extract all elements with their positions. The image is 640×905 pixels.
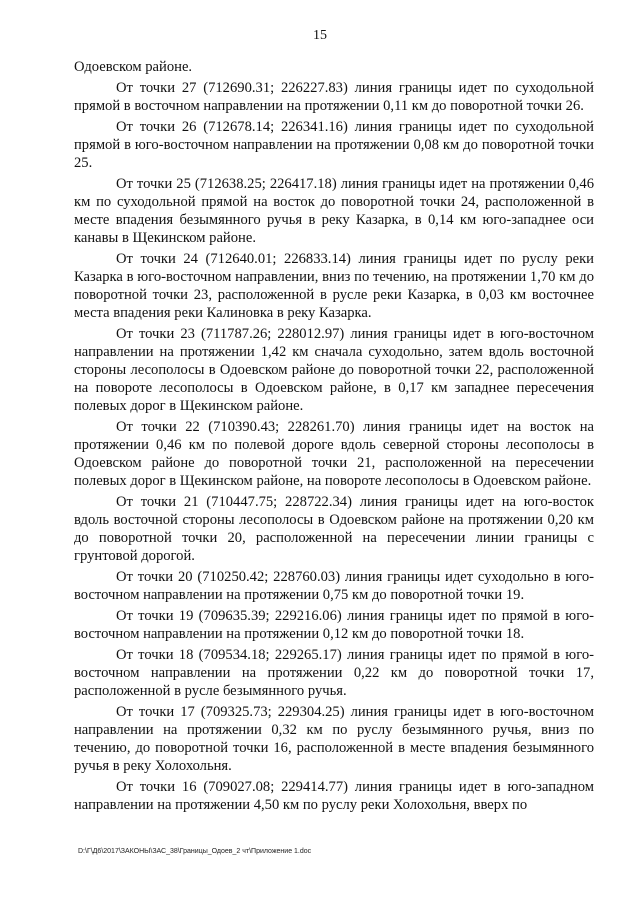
paragraph: От точки 25 (712638.25; 226417.18) линия границы идет на протяжении 0,46 км по суходольной прямой на восток до поворотной точки 24, расположенной в месте впадения безымянного ручья в реку Казарка, в 0,14 км юго-западнее оси канавы в Щекинском районе. — [74, 176, 594, 246]
paragraph: От точки 27 (712690.31; 226227.83) линия границы идет по суходольной прямой в восточном направлении на протяжении 0,11 км до поворотной точки 26. — [74, 80, 594, 114]
page-number: 15 — [313, 28, 327, 43]
paragraph: От точки 17 (709325.73; 229304.25) линия границы идет в юго-восточном направлении на протяжении 0,32 км по руслу безымянного ручья, вниз по течению, до поворотной точки 16, расположенной в месте впадения безымянного ручья в реку Холохольня. — [74, 704, 594, 774]
paragraph: От точки 21 (710447.75; 228722.34) линия границы идет на юго-восток вдоль восточной стороны лесополосы в Одоевском районе на протяжении 0,20 км до поворотной точки 20, расположенной на пересечении линии границы с грунтовой дорогой. — [74, 494, 594, 564]
paragraph: От точки 24 (712640.01; 226833.14) линия границы идет по руслу реки Казарка в юго-восточном направлении, вниз по течению, на протяжении 1,70 км до поворотной точки 23, расположенной в русле реки Казарка, в 0,03 км восточнее места впадения реки Калиновка в реку Казарка. — [74, 251, 594, 321]
paragraph: От точки 20 (710250.42; 228760.03) линия границы идет суходольно в юго-восточном направлении на протяжении 0,75 км до поворотной точки 19. — [74, 569, 594, 603]
paragraph: Одоевском районе. — [74, 59, 193, 75]
paragraph: От точки 22 (710390.43; 228261.70) линия границы идет на восток на протяжении 0,46 км по полевой дороге вдоль северной стороны лесополосы в Одоевском районе до поворотной точки 21, расположенной на пересечении полевых дорог в Щекинском районе, на повороте лесополосы в Одоевском районе. — [74, 419, 594, 489]
paragraph: От точки 26 (712678.14; 226341.16) линия границы идет по суходольной прямой в юго-восточном направлении на протяжении 0,08 км до поворотной точки 25. — [74, 119, 594, 171]
paragraph: От точки 18 (709534.18; 229265.17) линия границы идет по прямой в юго-восточном направлении на протяжении 0,22 км до поворотной точки 17, расположенной в русле безымянного ручья. — [74, 647, 594, 699]
paragraph: От точки 19 (709635.39; 229216.06) линия границы идет по прямой в юго-восточном направлении на протяжении 0,12 км до поворотной точки 18. — [74, 608, 594, 642]
paragraph: От точки 23 (711787.26; 228012.97) линия границы идет в юго-восточном направлении на протяжении 1,42 км сначала суходольно, затем вдоль восточной стороны лесополосы в Одоевском районе до поворотной точки 22, расположенной на повороте лесополосы в Одоевском районе, в 0,17 км западнее пересечения полевых дорог в Щекинском районе. — [74, 326, 594, 414]
document-body — [74, 58, 594, 817]
paragraph: От точки 16 (709027.08; 229414.77) линия границы идет в юго-западном направлении на протяжении 4,50 км по руслу реки Холохольня, вверх по — [74, 779, 594, 813]
file-path-footer: D:\Г\Д6\2017\ЗАКОНЫ\ЗАС_38\Границы_Одоев_2 чт\Приложение 1.doc — [78, 848, 312, 855]
